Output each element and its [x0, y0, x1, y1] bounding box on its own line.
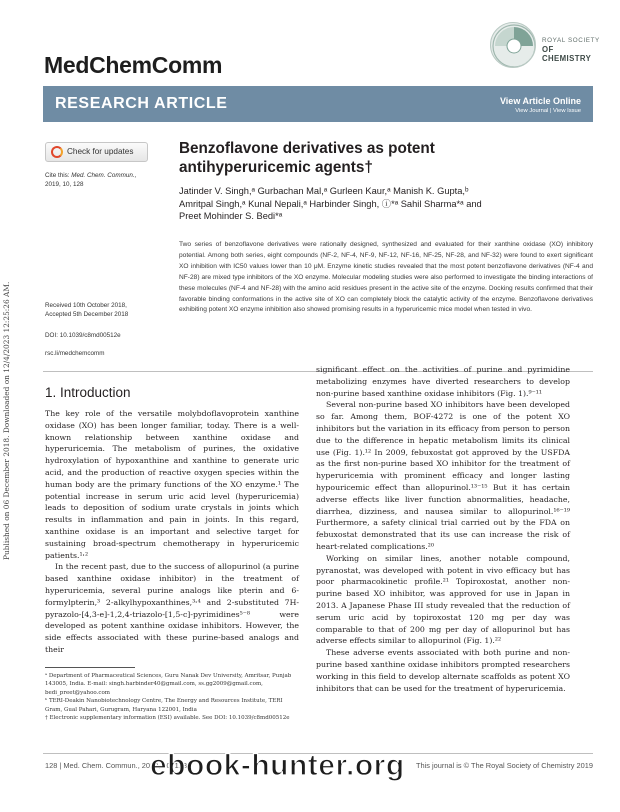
paragraph: These adverse events associated with both purine and non-purine based xanthine oxidase inhibitors prompted researchers working in this field to develop alternate scaffolds as potent XO inhibitors that can be used for the treatment of hyperuricemia.	[316, 648, 570, 693]
footnote: ᵇ TERI-Deakin Nanobiotechnology Centre, The Energy and Resources Institute, TERI Gram, Gual Pahari, Gurugram, Haryana 122001, India	[45, 698, 283, 713]
article-type-banner	[43, 86, 593, 122]
rsc-line-2: OF CHEMISTRY	[542, 45, 592, 63]
paragraph: Several non-purine based XO inhibitors have been developed so far. Among them, BOF-4272 is one of the potent XO inhibitors but the variation in its efficacy from person to person due to the difference in hepatic metabolism limits its clinical use (Fig. 1).¹² In 2009, febuxostat got approved by the USFDA as the first non-purine based XO inhibitor for the treatment of hyperuricemia with prominent efficacy and longer lasting hypouricemic effect than allopurinol.¹³⁻¹⁵ But it has certain adverse effects like liver function abnormalities, headache, diarrhea, dizziness, and nausea similar to allopurinol.¹⁶⁻¹⁹ Furthermore, a safety clinical trial carried out by the FDA on febuxostat demonstrated that its use can increase the risk of heart-related complications.²⁰	[316, 400, 570, 551]
footnotes	[45, 672, 299, 722]
paragraph: significant effect on the activities of purine and pyrimidine metabolizing enzymes have diverted researchers to develop non-purine based xanthine oxidase inhibitors (Fig. 1).⁹⁻¹¹	[316, 365, 570, 398]
doi[interactable]: DOI: 10.1039/c8md00512e	[45, 332, 121, 339]
page-footer-right: This journal is © The Royal Society of Chemistry 2019	[415, 761, 593, 770]
rsc-emblem-icon	[490, 22, 536, 68]
footnote: ᵃ Department of Pharmaceutical Sciences, Guru Nanak Dev University, Amritsar, Punjab 143005, India. E-mail: singh.harbinder40@gmail.com, ss.gg2009@gmail.com, bedi_preet@yahoo.com	[45, 673, 292, 696]
rsc-logo	[490, 22, 600, 78]
rsc-line-1: ROYAL SOCIETY	[542, 37, 600, 44]
paragraph: In the recent past, due to the success of allopurinol (a purine based xanthine oxidase inhibitor) in the treatment of hyperuricemia, several purine analogs like pterin and 6-formylpterin,³ 2-alkylhypoxanthines,³˒⁴ and 2-substituted 7H-pyrazolo-[4,3-e]-1,2,4-triazolo-[1,5-c]-pyrimidines⁵⁻⁸ were developed as potent xanthine oxidase inhibitors. However, the side effects associated with these purine-based analogs and their	[45, 562, 299, 654]
journal-name: MedChemComm	[44, 52, 223, 78]
paragraph: The key role of the versatile molybdoflavoprotein xanthine oxidase (XO) has been longer familiar, today. There is a well-known relationship between xanthine oxidase and hyperuricemia. The metabolism of purines, the oxidative hydroxylation of hypoxanthine and xanthine to generate uric acid, and the production of reactive oxygen species within the human body are the primary functions of the XO enzyme.¹ The potential increase in serum uric acid level (hyperuricemia) leads to deposition of sodium urate crystals in joints which results in inflammation and pain in joints. In this regard, xanthine oxidase is an important and selective target for sustaining broad-spectrum chemotherapy in hyperuricemic patients.¹˒²	[45, 409, 299, 560]
paragraph: Working on similar lines, another notable compound, pyranostat, was developed with potent in vivo efficacy but has poor pharmacokinetic profile.²¹ Topiroxostat, another non-purine based XO inhibitor, was approved for use in Japan in 2013. A Japanese Phase III study revealed that the reduction of serum uric acid by topiroxostat 120 mg per day was comparable to that of 200 mg per day of allopurinol but has adverse effects similar to allopurinol (Fig. 1).²²	[316, 553, 570, 646]
crossmark-icon	[51, 146, 63, 158]
footnote-rule	[45, 667, 135, 668]
author-list: Jatinder V. Singh,ᵃ Gurbachan Mal,ᵃ Gurleen Kaur,ᵃ Manish K. Gupta,ᵇ Amritpal Singh,ᵃ Kunal Nepali,ᵃ Harbinder Singh, ⓘ*ᵃ Sahil Sharma*ᵃ and Preet Mohinder S. Bedi*ᵃ	[179, 186, 482, 221]
article-title: Benzoflavone derivatives as potent antihyperuricemic agents†	[179, 140, 435, 176]
right-column	[316, 364, 570, 694]
check-for-updates-button[interactable]	[45, 142, 148, 162]
journal-site-link[interactable]: rsc.li/medchemcomm	[45, 350, 105, 357]
abstract: Two series of benzoflavone derivatives were rationally designed, synthesized and evaluated for their xanthine oxidase (XO) inhibitory potential. Among both series, eight compounds (NF-2, NF-4, NF-9, NF-12, NF-16, NF-25, NF-28, and NF-32) were found to exert significant XO inhibition with IC50 values lower than 10 μM. Enzyme kinetic studies revealed that the most potent benzoflavone derivatives (NF-4 and NF-28) are mixed type inhibitors of the XO enzyme. Molecular modeling studies were also performed to investigate the binding interactions of these molecules (NF-4 and NF-28) with the amino acid residues present in the active site of the enzyme. Docking results confirmed that their favorable binding conformations in the active site of XO can completely block the catalytic activity of the enzyme. Benzoflavone derivatives exhibiting potent XO enzyme inhibition also showed promising results in a hyperuricemic mice model when tested in vivo.	[179, 241, 593, 314]
footnote: † Electronic supplementary information (ESI) available. See DOI: 10.1039/c8md00512e	[45, 715, 290, 722]
check-for-updates-label: Check for updates	[67, 147, 134, 156]
view-article-online-link[interactable]: View Article Online	[499, 96, 581, 106]
publication-side-note: Published on 06 December 2018. Downloaded on 12/4/2023 12:25:26 AM.	[2, 281, 11, 560]
received-dates: Received 10th October 2018, Accepted 5th December 2018	[45, 302, 129, 318]
left-column	[45, 408, 299, 656]
section-heading: 1. Introduction	[45, 385, 131, 400]
article-type: RESEARCH ARTICLE	[55, 95, 228, 112]
page-footer-left: 128 | Med. Chem. Commun., 2019, 10, 128	[45, 761, 188, 770]
citation: Cite this: Med. Chem. Commun., 2019, 10, 128	[45, 172, 137, 188]
watermark: ebook-hunter.org	[150, 749, 405, 782]
view-journal-issue-links[interactable]: View Journal | View Issue	[515, 108, 581, 114]
